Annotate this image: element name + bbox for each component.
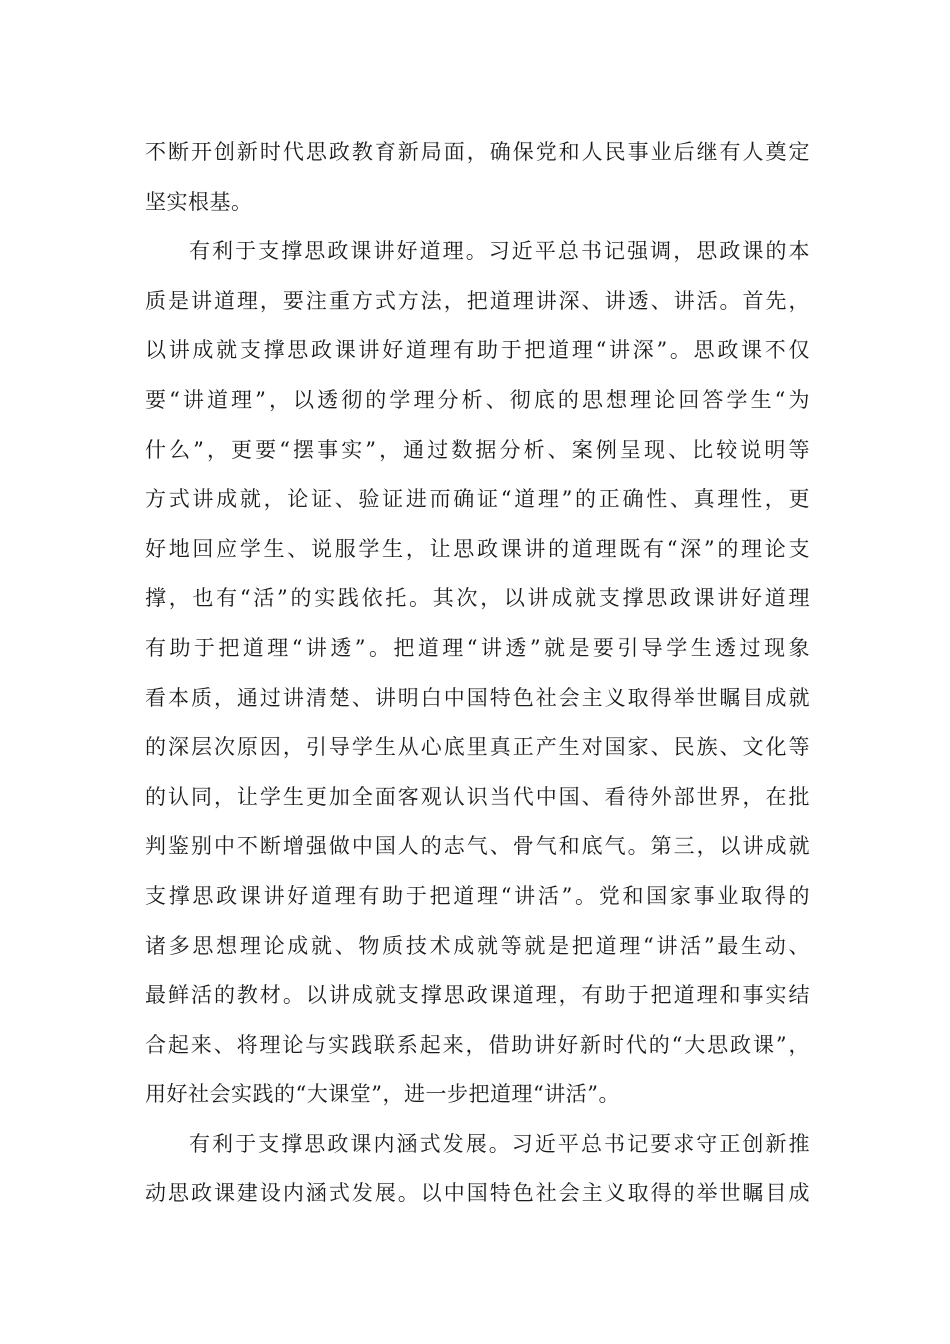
text-line: 不断开创新时代思政教育新局面，确保党和人民事业后继有人奠定: [145, 140, 810, 164]
text-line: 方式讲成就，论证、验证进而确证“道理”的正确性、真理性，更: [145, 487, 810, 512]
text-line: 用好社会实践的“大课堂”，进一步把道理“讲活”。: [145, 1082, 620, 1107]
text-line: 合起来、将理论与实践联系起来，借助讲好新时代的“大思政课”，: [145, 1032, 810, 1057]
text-line: 质是讲道理，要注重方式方法，把道理讲深、讲透、讲活。首先，: [145, 288, 810, 313]
text-line: 看本质，通过讲清楚、讲明白中国特色社会主义取得举世瞩目成就: [145, 685, 810, 710]
text-line: 撑，也有“活”的实践依托。其次，以讲成就支撑思政课讲好道理: [145, 586, 810, 611]
paragraph-heading-line: 有利于支撑思政课内涵式发展。习近平总书记要求守正创新推: [189, 1131, 810, 1156]
text-line: 以讲成就支撑思政课讲好道理有助于把道理“讲深”。思政课不仅: [145, 338, 810, 363]
text-line: 好地回应学生、说服学生，让思政课讲的道理既有“深”的理论支: [145, 536, 810, 561]
text-line: 诸多思想理论成就、物质技术成就等就是把道理“讲活”最生动、: [145, 933, 810, 958]
body-text: [145, 128, 810, 1219]
text-line: 什么”，更要“摆事实”，通过数据分析、案例呈现、比较说明等: [145, 437, 810, 462]
text-line: 坚实根基。: [145, 189, 253, 214]
text-line: 有助于把道理“讲透”。把道理“讲透”就是要引导学生透过现象: [145, 635, 810, 660]
text-line: 的认同，让学生更加全面客观认识当代中国、看待外部世界，在批: [145, 784, 810, 809]
paragraph-heading-line: 有利于支撑思政课讲好道理。习近平总书记强调，思政课的本: [189, 239, 810, 264]
text-line: 动思政课建设内涵式发展。以中国特色社会主义取得的举世瞩目成: [145, 1181, 810, 1206]
text-line: 的深层次原因，引导学生从心底里真正产生对国家、民族、文化等: [145, 735, 810, 760]
text-line: 要“讲道理”，以透彻的学理分析、彻底的思想理论回答学生“为: [145, 387, 810, 412]
text-line: 最鲜活的教材。以讲成就支撑思政课道理，有助于把道理和事实结: [145, 983, 810, 1008]
text-line: 支撑思政课讲好道理有助于把道理“讲活”。党和国家事业取得的: [145, 883, 810, 908]
text-line: 判鉴别中不断增强做中国人的志气、骨气和底气。第三，以讲成就: [145, 834, 810, 859]
